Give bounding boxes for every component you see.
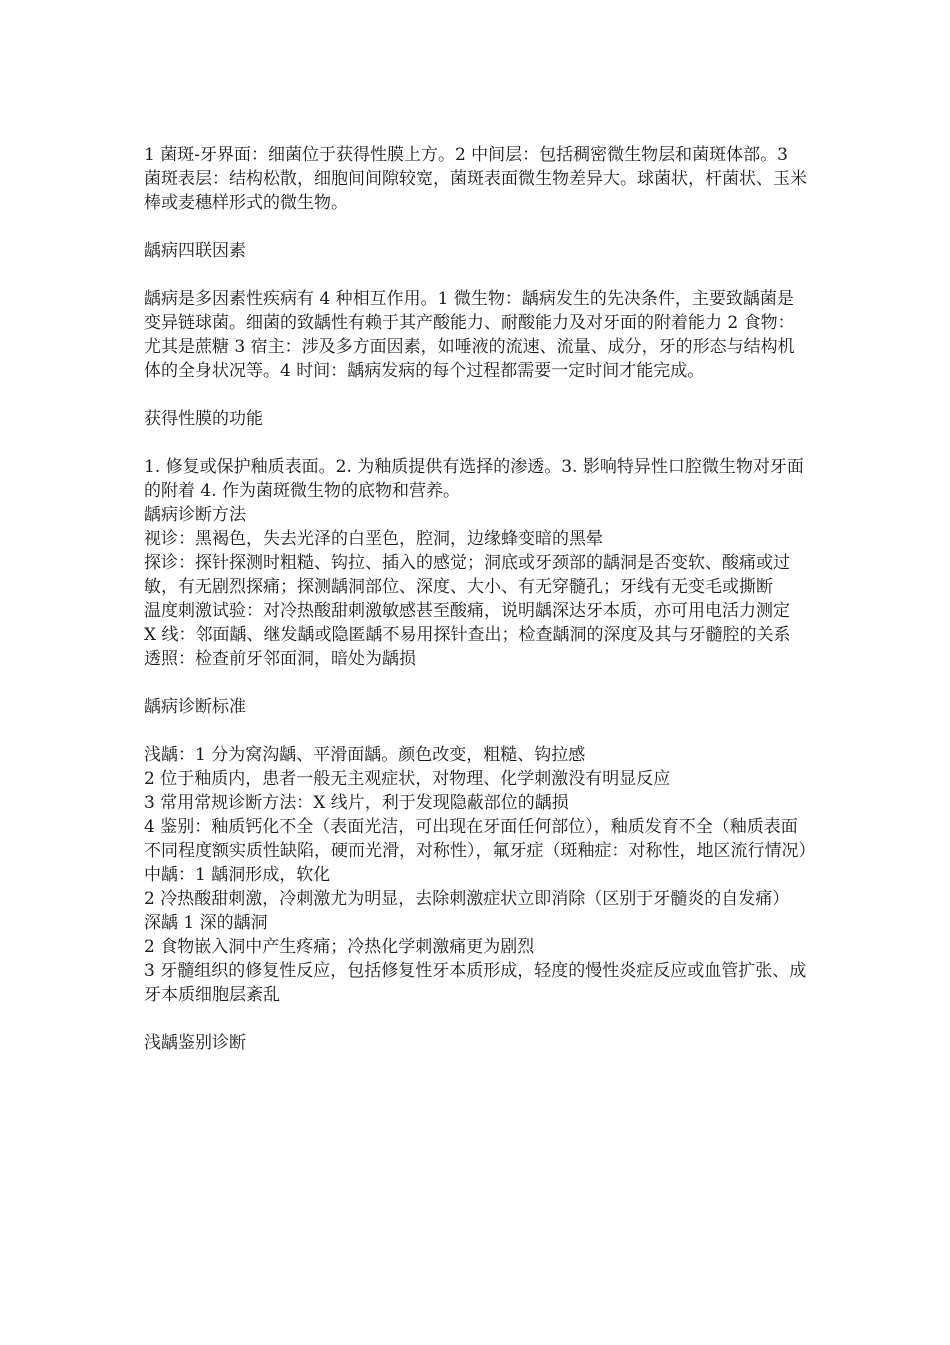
diagnosis-inspection: 视诊：黑褐色，失去光泽的白垩色，腔洞，边缘蜂变暗的黑晕 — [144, 529, 603, 549]
paragraph-plaque-layers: 1 菌斑-牙界面：细菌位于获得性膜上方。2 中间层：包括稠密微生物层和菌斑体部。3 菌斑表层：结构松散，细胞间间隙较宽，菌斑表面微生物差异大。球菌状，杆菌状、玉米棒或麦穗样形式的微生物。 — [144, 145, 807, 213]
heading-pellicle-function: 获得性膜的功能 — [144, 409, 263, 429]
criteria-shallow-4: 4 鉴别：釉质钙化不全（表面光洁，可出现在牙面任何部位），釉质发育不全（釉质表面不同程度额实质性缺陷，硬而光滑，对称性），氟牙症（斑釉症：对称性，地区流行情况） — [144, 817, 816, 861]
criteria-shallow-2: 2 位于釉质内，患者一般无主观症状，对物理、化学刺激没有明显反应 — [144, 769, 671, 789]
diagnosis-probing: 探诊：探针探测时粗糙、钩拉、插入的感觉；洞底或牙颈部的龋洞是否变软、酸痛或过敏，有无剧烈探痛；探测龋洞部位、深度、大小、有无穿髓孔；牙线有无变毛或撕断 — [144, 553, 790, 597]
diagnosis-xray: X 线：邻面龋、继发龋或隐匿龋不易用探针查出；检查龋洞的深度及其与牙髓腔的关系 — [144, 625, 791, 645]
criteria-shallow-1: 浅龋：1 分为窝沟龋、平滑面龋。颜色改变，粗糙、钩拉感 — [144, 745, 586, 765]
criteria-deep-3: 3 牙髓组织的修复性反应，包括修复性牙本质形成，轻度的慢性炎症反应或血管扩张、成牙本质细胞层紊乱 — [144, 961, 807, 1005]
criteria-medium-1: 中龋：1 龋洞形成，软化 — [144, 865, 331, 885]
heading-caries-factors: 龋病四联因素 — [144, 241, 246, 261]
criteria-deep-1: 深龋 1 深的龋洞 — [144, 913, 268, 933]
criteria-deep-2: 2 食物嵌入洞中产生疼痛；冷热化学刺激痛更为剧烈 — [144, 937, 535, 957]
paragraph-pellicle-function: 1. 修复或保护釉质表面。2. 为釉质提供有选择的渗透。3. 影响特异性口腔微生物对牙面的附着 4. 作为菌斑微生物的底物和营养。 — [144, 457, 804, 501]
document-body — [144, 143, 816, 1055]
heading-diagnosis-criteria: 龋病诊断标准 — [144, 697, 246, 717]
paragraph-caries-factors: 龋病是多因素性疾病有 4 种相互作用。1 微生物：龋病发生的先决条件，主要致龋菌是变异链球菌。细菌的致龋性有赖于其产酸能力、耐酸能力及对牙面的附着能力 2 食物：尤其是蔗糖 3 宿主：涉及多方面因素，如唾液的流速、流量、成分，牙的形态与结构机体的全身状况等。4 时间：龋病发病的每个过程都需要一定时间才能完成。 — [144, 289, 795, 381]
diagnosis-transillumination: 透照：检查前牙邻面洞，暗处为龋损 — [144, 649, 416, 669]
heading-diagnosis-methods: 龋病诊断方法 — [144, 505, 246, 525]
criteria-medium-2: 2 冷热酸甜刺激，冷刺激尤为明显，去除刺激症状立即消除（区别于牙髓炎的自发痛） — [144, 889, 790, 909]
criteria-shallow-3: 3 常用常规诊断方法：X 线片，利于发现隐蔽部位的龋损 — [144, 793, 569, 813]
heading-shallow-differential: 浅龋鉴别诊断 — [144, 1033, 246, 1053]
diagnosis-thermal-test: 温度刺激试验：对冷热酸甜刺激敏感甚至酸痛，说明龋深达牙本质，亦可用电活力测定 — [144, 601, 790, 621]
